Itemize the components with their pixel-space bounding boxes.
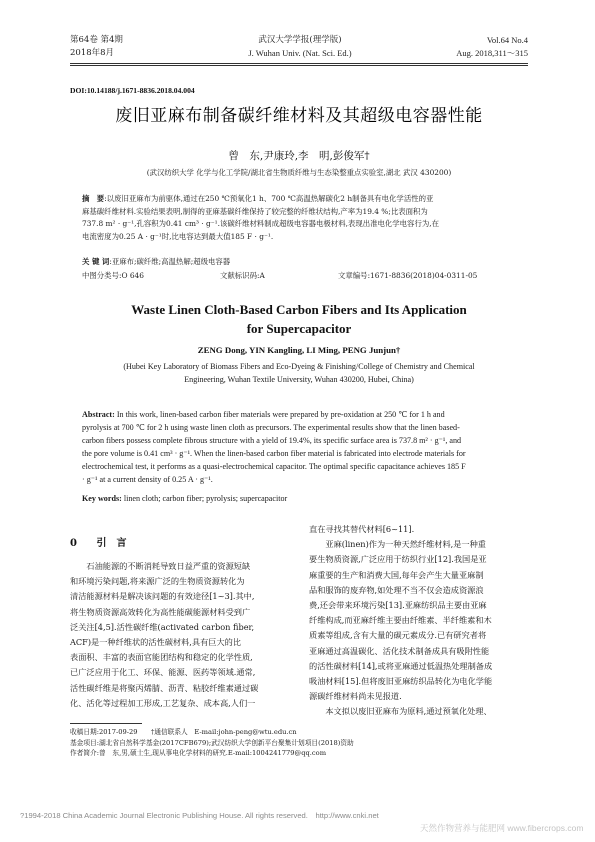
body-line: 吸油材料[15].但将废旧亚麻纺织品转化为电化学能 [309, 676, 493, 687]
section-heading [70, 534, 126, 549]
section-title: 引 言 [96, 538, 127, 549]
body-line: 亚麻通过高温碳化、活化技术制备成具有吸附性能 [309, 645, 490, 656]
section-number: 0 [70, 538, 77, 549]
abstract-cn-line-4: 电流密度为0.25 A · g⁻¹时,比电容达到最大值185 F · g⁻¹. [82, 231, 274, 241]
title-en [70, 300, 528, 338]
title-cn: 废旧亚麻布制备碳纤维材料及其超级电容器性能 [115, 106, 483, 126]
footnote-funding: 基金项目:湖北省自然科学基金(2017CFB679);武汉纺织大学创新平台聚集计划项目(2018)资助 [70, 738, 354, 747]
abstract-en [82, 408, 528, 486]
affiliation-cn: (武汉纺织大学 化学与化工学院/湖北省生物质纤维与生态染整重点实验室,湖北 武汉 430200) [146, 168, 452, 177]
body-line: 已广泛应用于化工、环保、能源、医药等领域.通常, [70, 667, 256, 678]
header-volume-cn: 第64卷 第4期 [70, 35, 123, 45]
body-line: 和环境污染问题,将来源广泛的生物质资源转化为 [70, 576, 245, 587]
header-journal-cn: 武汉大学学报(理学版) [258, 35, 342, 45]
footnote-received: 收稿日期:2017-09-29 †通信联系人 E-mail:john-peng@wtu.edu.cn [70, 728, 297, 736]
copyright-line: ?1994-2018 China Academic Journal Electronic Publishing House. All rights reserved. http://www.cnki.net [20, 811, 379, 820]
abstract-cn [82, 193, 527, 243]
abstract-en-line-5: electrochemical test, it performs as a quasi-electrochemical capacitor. The optimal specific capacitance achieves 185 F [82, 462, 466, 471]
doc-code: 文献标识码:A [220, 271, 265, 280]
keywords-en-label: Key words: [82, 494, 122, 503]
abstract-cn-label: 摘 要 [82, 194, 105, 203]
header-rule [70, 63, 528, 64]
body-line: 的活性碳材料[14],或将亚麻通过低温热处理制备成 [309, 660, 493, 671]
keywords-en-value: linen cloth; carbon fiber; pyrolysis; supercapacitor [123, 494, 288, 503]
body-line: 要生物质资源,广泛应用于纺织行业[12].我国是亚 [309, 554, 487, 565]
body-line: 源碳纤维材料尚未见报道. [309, 691, 402, 702]
keywords-cn-value: :亚麻布;碳纤维;高温热解;超级电容器 [109, 257, 231, 266]
abstract-en-line-2: pyrolysis at 700 ℃ for 2 h using waste linen cloth as precursors. The experimental results show that the linen based- [82, 423, 460, 432]
abstract-en-line-3: carbon fibers possess complete fibrous structure with a yield of 19.4%, its specific surface area is 737.8 m² · g⁻¹, and [82, 436, 462, 445]
header-date-cn: 2018年8月 [70, 48, 115, 58]
abstract-en-line-1: Abstract: In this work, linen-based carbon fiber materials were prepared by pre-oxidation at 250 ℃ for 1 h and [82, 410, 445, 419]
keywords-en [82, 492, 528, 505]
body-line: 清洁能源材料是解决该问题的有效途径[1~3].其中, [70, 591, 255, 602]
footnote-author-bio: 作者简介:曾 东,男,硕士生,现从事电化学材料的研究.E-mail:1004241779@qq.com [70, 749, 327, 757]
authors-en: ZENG Dong, YIN Kangling, LI Ming, PENG Junjun† [197, 345, 401, 355]
abstract-en-label: Abstract: [82, 410, 115, 419]
title-en-line-2: for Supercapacitor [246, 321, 352, 336]
body-line: 将生物质资源高效转化为高性能碳能源材料受到广 [70, 606, 251, 617]
header-pages-en: Aug. 2018,311～315 [456, 48, 528, 58]
watermark: 天然作物营养与能肥网 www.fibercrops.com [420, 823, 584, 833]
body-line: 麻重要的生产和消费大国,每年会产生大量亚麻制 [309, 569, 484, 580]
abstract-cn-line-1: 摘 要:以废旧亚麻布为前驱体,通过在250 ℃预氧化1 h、700 ℃高温热解碳化2 h制备具有电化学活性的亚 [82, 194, 434, 203]
abstract-cn-line-2: 麻基碳纤维材料.实验结果表明,制得的亚麻基碳纤维保持了较完整的纤维状结构,产率为19.4 %;比表面积为 [82, 206, 428, 216]
body-line: 直在寻找其替代材料[6~11]. [309, 524, 415, 534]
body-line: ACF)是一种纤维状的活性碳材料,具有巨大的比 [70, 637, 242, 648]
title-en-line-1: Waste Linen Cloth-Based Carbon Fibers and Its Application [131, 302, 467, 317]
body-right-column [309, 522, 529, 720]
abstract-en-line-6: · g⁻¹ at a current density of 0.25 A · g⁻¹. [82, 475, 213, 484]
footnote-rule [70, 723, 142, 724]
body-line: 本文拟以废旧亚麻布为原料,通过预氧化处理、 [309, 706, 492, 717]
abstract-cn-line-3: 737.8 m² · g⁻¹,孔容积为0.41 cm³ · g⁻¹.该碳纤维材料制成超级电容器电极材料,表现出准电化学电容行为,在 [82, 219, 439, 229]
body-line: 纤维构成,而亚麻纤维主要由纤维素、半纤维素和木 [309, 615, 492, 626]
body-line: 泛关注[4,5].活性碳纤维(activated carbon fiber, [70, 621, 255, 632]
body-line: 石油能源的不断消耗导致日益严重的资源短缺 [70, 561, 251, 571]
body-line: 品和服饰的废弃物,如处理不当不仅会造成资源浪 [309, 584, 484, 595]
affiliation-en [70, 360, 528, 386]
body-line: 费,还会带来环境污染[13].亚麻纺织品主要由亚麻 [309, 600, 487, 611]
body-line: 表面积、丰富的表面官能团结构和稳定的化学性质, [70, 652, 253, 663]
doi: DOI:10.14188/j.1671-8836.2018.04.004 [70, 86, 195, 95]
header-rule-thin [70, 65, 528, 66]
header-journal-en: J. Wuhan Univ. (Nat. Sci. Ed.) [248, 48, 352, 58]
body-line: 质素等组成,含有大量的碳元素成分.已有研究者将 [309, 630, 487, 641]
body-line: 活性碳纤维是将聚丙烯腈、沥青、粘胶纤维素通过碳 [70, 682, 259, 693]
affiliation-en-line-2: Engineering, Wuhan Textile University, Wuhan 430200, Hubei, China) [184, 375, 414, 384]
clc-number: 中图分类号:O 646 [82, 271, 144, 280]
keywords-cn-label: 关 键 词 [82, 257, 110, 266]
authors-cn: 曾 东,尹康玲,李 明,彭俊军† [228, 150, 370, 162]
article-number: 文章编号:1671-8836(2018)04-0311-05 [338, 271, 478, 280]
body-line: 化、活化等过程加工形成,工艺复杂、成本高,人们一 [70, 697, 256, 708]
abstract-en-line-4: the pore volume is 0.41 cm³ · g⁻¹. When the linen-based carbon fiber material is fabricated into electrode materials for [82, 449, 466, 458]
footnotes [70, 727, 528, 759]
keywords-cn [82, 256, 527, 269]
header-volume-en: Vol.64 No.4 [486, 35, 528, 45]
body-left-column [70, 559, 286, 711]
affiliation-en-line-1: (Hubei Key Laboratory of Biomass Fibers and Eco-Dyeing & Finishing/College of Chemistry and Chemical [123, 362, 475, 371]
body-line: 亚麻(linen)作为一种天然纤维材料,是一种重 [309, 539, 486, 550]
